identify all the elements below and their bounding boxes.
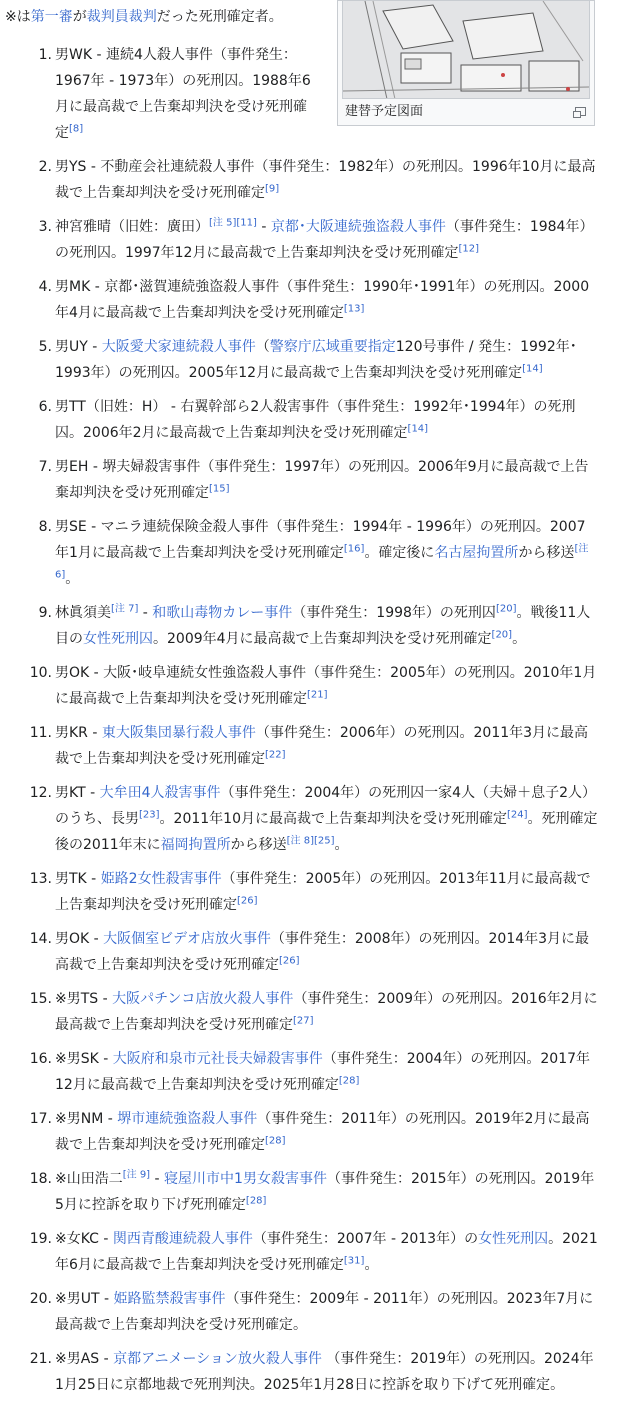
list-item-text xyxy=(55,1346,599,1398)
list-item-text xyxy=(55,926,599,978)
reference-note[interactable]: [注 5][11] xyxy=(209,217,257,229)
reference-note[interactable]: [注 6] xyxy=(55,543,589,581)
list-item xyxy=(29,780,599,858)
list-item xyxy=(29,866,599,918)
text-segment: ※山田浩二 xyxy=(55,1171,123,1187)
list-item-text xyxy=(55,1226,599,1278)
text-segment: から移送 xyxy=(230,837,287,853)
list-item xyxy=(29,1346,599,1398)
reference-note[interactable]: [14] xyxy=(522,363,543,375)
list-number: 20. xyxy=(29,1291,52,1307)
article-link[interactable]: 姫路2女性殺害事件 xyxy=(100,871,222,887)
list-item-text xyxy=(55,514,599,592)
article-link[interactable]: 寝屋川市中1男女殺害事件 xyxy=(164,1171,327,1187)
reference-note[interactable]: [13] xyxy=(343,303,365,315)
list-item xyxy=(38,394,599,446)
text-segment: （事件発生：2005年）の死刑囚。2013年11月に最高裁で上告棄却判決を受け死刑確定 xyxy=(55,871,591,913)
article-link[interactable]: 大阪個室ビデオ店放火事件 xyxy=(103,931,271,947)
list-number: 8. xyxy=(38,519,52,535)
text-segment: 男OK - xyxy=(55,931,104,947)
list-item xyxy=(29,1166,599,1218)
reference-note[interactable]: [23] xyxy=(139,809,160,821)
text-segment: （事件発生：2004年）の死刑囚。2017年12月に最高裁で上告棄却判決を受け死刑確定 xyxy=(55,1051,591,1093)
list-item-text xyxy=(55,1106,599,1158)
article-link[interactable]: 京都アニメーション放火殺人事件 xyxy=(113,1351,322,1367)
text-segment: （事件発生：2004年）の死刑囚一家4人（夫婦＋息子2人）のうち、長男 xyxy=(55,785,596,827)
text-segment: - xyxy=(150,1171,165,1187)
article-link[interactable]: 福岡拘置所 xyxy=(160,837,231,853)
list-item-text xyxy=(55,1166,599,1218)
text-segment: 男KT - xyxy=(55,785,100,801)
list-item xyxy=(29,986,599,1038)
text-segment: （事件発生：2008年）の死刑囚。2014年3月に最高裁で上告棄却判決を受け死刑確定 xyxy=(55,931,590,973)
reference-note[interactable]: [注 9] xyxy=(122,1169,151,1181)
text-segment: 。2011年10月に最高裁で上告棄却判決を受け死刑確定 xyxy=(159,811,507,827)
article-link[interactable]: 東大阪集団暴行殺人事件 xyxy=(101,725,256,741)
list-item xyxy=(29,660,599,712)
text-segment: ※女KC - xyxy=(55,1231,113,1247)
article-link[interactable]: 堺市連続強盗殺人事件 xyxy=(117,1111,258,1127)
text-segment: 。 xyxy=(512,631,527,647)
text-segment: （事件発生：2009年）の死刑囚。2016年2月に最高裁で上告棄却判決を受け死刑確定 xyxy=(55,991,598,1033)
list-item-text xyxy=(55,334,599,386)
list-item-text xyxy=(55,986,599,1038)
text-segment: 。 xyxy=(65,571,80,587)
text-segment: （事件発生：2019年）の死刑囚。2024年1月25日に京都地裁で死刑判決。2025年1月28日に控訴を取り下げて死刑確定。 xyxy=(55,1351,594,1393)
reference-note[interactable]: [16] xyxy=(343,543,365,555)
article-link[interactable]: 和歌山毒物カレー事件 xyxy=(152,605,293,621)
list-item xyxy=(29,1286,599,1338)
list-item-text xyxy=(55,660,599,712)
text-segment: 男YS - 不動産会社連続殺人事件（事件発生：1982年）の死刑囚。1996年10月に最高裁で上告棄却判決を受け死刑確定 xyxy=(55,159,596,201)
list-number: 9. xyxy=(38,605,52,621)
text-segment: 。 xyxy=(334,837,349,853)
death-row-list xyxy=(0,42,599,1406)
reference-note[interactable]: [12] xyxy=(458,243,479,255)
text-segment: （事件発生：1998年）の死刑囚 xyxy=(292,605,496,621)
list-item-text xyxy=(55,454,599,506)
reference-note[interactable]: [8] xyxy=(69,123,84,135)
list-number: 1. xyxy=(38,47,52,63)
list-item xyxy=(38,334,599,386)
article-link[interactable]: 警察庁広域重要指定 xyxy=(269,339,396,355)
link-lay-judge-trial[interactable]: 裁判員裁判 xyxy=(86,9,157,25)
article-link[interactable]: 大牟田4人殺害事件 xyxy=(99,785,221,801)
reference-note[interactable]: [28] xyxy=(245,1195,267,1207)
text-segment: （事件発生：2015年）の死刑囚。2019年5月に控訴を取り下げ死刑確定 xyxy=(55,1171,595,1213)
list-item xyxy=(38,514,599,592)
list-item-text xyxy=(55,1286,599,1338)
reference-note[interactable]: [22] xyxy=(265,749,286,761)
text-segment: ※男TS - xyxy=(55,991,113,1007)
text-segment: （事件発生：1984年）の死刑囚。1997年12月に最高裁で上告棄却判決を受け死刑確定 xyxy=(55,219,594,261)
text-segment: 男TT（旧姓：H） - 右翼幹部ら2人殺害事件（事件発生：1992年･1994年）の死刑囚。2006年2月に最高裁で上告棄却判決を受け死刑確定 xyxy=(55,399,576,441)
text-segment: 。死刑確定後の2011年末に xyxy=(55,811,598,853)
list-item xyxy=(38,454,599,506)
list-number: 19. xyxy=(29,1231,52,1247)
list-number: 16. xyxy=(29,1051,52,1067)
list-item xyxy=(38,214,599,266)
list-number: 6. xyxy=(38,399,52,415)
link-first-instance[interactable]: 第一審 xyxy=(30,9,73,25)
list-item-text xyxy=(55,394,599,446)
text-segment: 。 xyxy=(364,1257,379,1273)
text-segment: 林眞須美 xyxy=(55,605,111,621)
article-link[interactable]: 関西青酸連続殺人事件 xyxy=(112,1231,253,1247)
text-segment: 。戦後11人目の xyxy=(55,605,591,647)
list-item xyxy=(29,1046,599,1098)
reference-note[interactable]: [31] xyxy=(343,1255,365,1267)
reference-note[interactable]: [注 8][25] xyxy=(286,835,335,847)
list-item xyxy=(29,720,599,772)
list-number: 5. xyxy=(38,339,52,355)
text-segment: ※男AS - xyxy=(55,1351,114,1367)
text-segment: （ xyxy=(255,339,270,355)
list-item xyxy=(38,154,599,206)
reference-note[interactable]: [21] xyxy=(307,689,328,701)
reference-note[interactable]: [28] xyxy=(265,1135,286,1147)
list-number: 14. xyxy=(29,931,52,947)
list-number: 15. xyxy=(29,991,52,1007)
text-segment: 120号事件 / 発生：1992年･1993年）の死刑囚。2005年12月に最高裁で上告棄却判決を受け死刑確定 xyxy=(55,339,577,381)
text-segment: （事件発生：2006年）の死刑囚。2011年3月に最高裁で上告棄却判決を受け死刑確定 xyxy=(55,725,589,767)
text-segment: 男TK - xyxy=(55,871,101,887)
list-item-text xyxy=(55,720,599,772)
list-number: 18. xyxy=(29,1171,52,1187)
list-item xyxy=(29,1226,599,1278)
text-segment: ※男SK - xyxy=(55,1051,113,1067)
article-link[interactable]: 京都･大阪連続強盗殺人事件 xyxy=(270,219,446,235)
list-number: 11. xyxy=(29,725,52,741)
article-link[interactable]: 大阪パチンコ店放火殺人事件 xyxy=(112,991,294,1007)
note-suffix: だった死刑確定者。 xyxy=(156,9,283,25)
article-link[interactable]: 大阪府和泉市元社長夫婦殺害事件 xyxy=(112,1051,323,1067)
reference-note[interactable]: [28] xyxy=(338,1075,360,1087)
list-number: 17. xyxy=(29,1111,52,1127)
list-number: 3. xyxy=(38,219,52,235)
list-item-text xyxy=(55,1046,599,1098)
reference-note[interactable]: [15] xyxy=(209,483,230,495)
text-segment: （事件発生：2011年）の死刑囚。2019年2月に最高裁で上告棄却判決を受け死刑確定 xyxy=(55,1111,590,1153)
list-item xyxy=(29,926,599,978)
text-segment: 男SE - マニラ連続保険金殺人事件（事件発生：1994年 - 1996年）の死刑囚。2007年1月に最高裁で上告棄却判決を受け死刑確定 xyxy=(55,519,586,561)
reference-note[interactable]: [20] xyxy=(495,603,517,615)
reference-note[interactable]: [26] xyxy=(279,955,300,967)
list-item xyxy=(38,274,599,326)
list-item-text xyxy=(55,274,599,326)
reference-note[interactable]: [注 7] xyxy=(111,603,139,615)
text-segment: 男KR - xyxy=(55,725,102,741)
list-item-text xyxy=(55,780,599,858)
reference-note[interactable]: [24] xyxy=(506,809,528,821)
list-number: 7. xyxy=(38,459,52,475)
article-link[interactable]: 女性死刑囚 xyxy=(478,1231,549,1247)
list-number: 12. xyxy=(29,785,52,801)
text-segment: 神宮雅晴（旧姓：廣田） xyxy=(55,219,209,235)
reference-note[interactable]: [14] xyxy=(407,423,429,435)
list-item-text xyxy=(55,154,599,206)
article-link[interactable]: 大阪愛犬家連続殺人事件 xyxy=(101,339,256,355)
reference-note[interactable]: [9] xyxy=(265,183,280,195)
list-item-text xyxy=(55,42,313,146)
text-segment: （事件発生：2007年 - 2013年）の xyxy=(252,1231,479,1247)
reference-note[interactable]: [26] xyxy=(237,895,258,907)
list-item xyxy=(29,1106,599,1158)
text-segment: 。2009年4月に最高裁で上告棄却判決を受け死刑確定 xyxy=(153,631,492,647)
article-link[interactable]: 姫路監禁殺害事件 xyxy=(113,1291,226,1307)
note-prefix: ※は xyxy=(5,9,31,25)
list-item-text xyxy=(55,600,599,652)
text-segment: ※男UT - xyxy=(55,1291,114,1307)
list-number: 21. xyxy=(29,1351,52,1367)
list-item xyxy=(38,600,599,652)
list-item xyxy=(38,42,313,146)
text-segment: 男WK - 連続4人殺人事件（事件発生：1967年 - 1973年）の死刑囚。1988年6月に最高裁で上告棄却判決を受け死刑確定 xyxy=(55,47,311,141)
text-segment: （事件発生：2009年 - 2011年）の死刑囚。2023年7月に最高裁で上告棄却判決を受け死刑確定。 xyxy=(55,1291,594,1333)
text-segment: 。2021年6月に最高裁で上告棄却判決を受け死刑確定 xyxy=(55,1231,598,1273)
text-segment: から移送 xyxy=(518,545,575,561)
thumbnail-caption: 建替予定図面 xyxy=(345,104,424,119)
list-number: 2. xyxy=(38,159,52,175)
list-item-text xyxy=(55,866,599,918)
text-segment: - xyxy=(138,605,153,621)
note-mid: が xyxy=(72,9,87,25)
text-segment: 男UY - xyxy=(55,339,102,355)
text-segment: 男MK - 京都･滋賀連続強盗殺人事件（事件発生：1990年･1991年）の死刑囚。2000年4月に最高裁で上告棄却判決を受け死刑確定 xyxy=(55,279,590,321)
list-item-text xyxy=(55,214,599,266)
reference-note[interactable]: [20] xyxy=(491,629,513,641)
text-segment: ※男NM - xyxy=(55,1111,118,1127)
cs-note xyxy=(5,4,330,30)
article-link[interactable]: 女性死刑囚 xyxy=(83,631,153,647)
article-link[interactable]: 名古屋拘置所 xyxy=(434,545,519,561)
list-number: 10. xyxy=(29,665,52,681)
text-segment: - xyxy=(256,219,271,235)
reference-note[interactable]: [27] xyxy=(293,1015,314,1027)
text-segment: 男EH - 堺夫婦殺害事件（事件発生：1997年）の死刑囚。2006年9月に最高裁で上告棄却判決を受け死刑確定 xyxy=(55,459,589,501)
list-number: 13. xyxy=(29,871,52,887)
list-number: 4. xyxy=(38,279,52,295)
text-segment: 。確定後に xyxy=(364,545,435,561)
text-segment: 男OK - 大阪･岐阜連続女性強盗殺人事件（事件発生：2005年）の死刑囚。2010年1月に最高裁で上告棄却判決を受け死刑確定 xyxy=(55,665,597,707)
